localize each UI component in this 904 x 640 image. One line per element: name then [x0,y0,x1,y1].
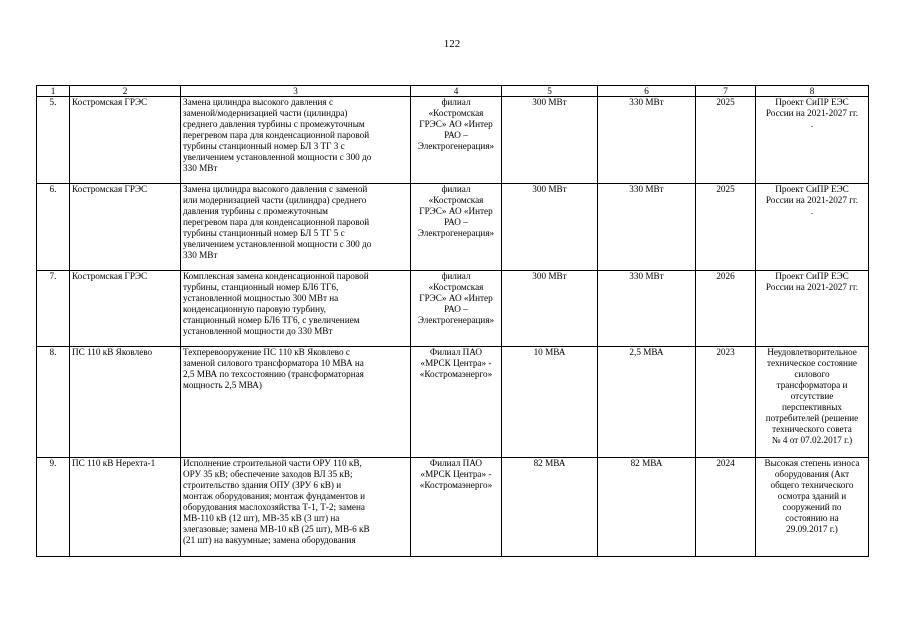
description-cell [181,458,411,557]
row-number-cell: 5. [37,97,70,184]
basis-text: Неудовлетворительное техническое состояние силового трансформатора и отсутствие перспективных потребителей (решение технического совета № 4 от 07.02.2017 г.) [765,347,859,445]
organization-cell [411,97,502,184]
description-cell [181,97,411,184]
column-number-header-row [37,86,869,97]
table-row [37,184,869,271]
description-cell [181,347,411,458]
column-header: 5 [502,86,598,97]
table-row [37,97,869,184]
row-number-cell: 9. [37,458,70,557]
power-before-cell: 300 МВт [502,97,598,184]
column-header: 4 [411,86,502,97]
organization-text: филиал «Костромская ГРЭС» АО «Интер РАО – Электрогенерация» [417,184,495,238]
basis-text: Проект СиПР ЕЭС России на 2021-2027 гг. [765,271,859,292]
power-before-cell: 300 МВт [502,271,598,347]
description-cell [181,184,411,271]
page-number: 122 [443,38,461,50]
basis-text: Проект СиПР ЕЭС России на 2021-2027 гг. . [765,97,859,129]
power-before-cell: 10 МВА [502,347,598,458]
power-after-cell: 2,5 МВА [598,347,696,458]
row-number-cell: 8. [37,347,70,458]
description-text: Техперевооружение ПС 110 кВ Яковлево с заменой силового трансформатора 10 МВА на 2,5 МВА по техсостоянию (трансформаторная мощность 2,5 МВА) [183,347,364,390]
table-row [37,347,869,458]
year-cell: 2026 [696,271,756,347]
year-cell: 2024 [696,458,756,557]
basis-cell [756,97,869,184]
year-cell: 2025 [696,184,756,271]
basis-text: Высокая степень износа оборудования (Акт общего технического осмотра зданий и сооружений по состоянию на 29.09.2017 г.) [764,458,860,534]
description-text: Исполнение строительной части ОРУ 110 кВ, ОРУ 35 кВ; обеспечение заходов ВЛ 35 кВ; строительство здания ОПУ (ЗРУ 6 кВ) и монтаж оборудования; монтаж фундаментов и оборудования маслохозяйства Т-1, Т-2; замена МВ-110 кВ (12 шт), МВ-35 кВ (3 шт) на элегазовые; замена МВ-10 кВ (25 шт), МВ-6 кВ (21 шт) на вакуумные; замена оборудования [183,458,370,545]
row-number-cell: 7. [37,271,70,347]
power-after-cell: 330 МВт [598,271,696,347]
organization-text: филиал «Костромская ГРЭС» АО «Интер РАО – Электрогенерация» [417,271,495,325]
column-header: 1 [37,86,70,97]
basis-cell [756,458,869,557]
table-row [37,458,869,557]
organization-cell [411,458,502,557]
power-after-cell: 330 МВт [598,97,696,184]
organization-text: филиал «Костромская ГРЭС» АО «Интер РАО – Электрогенерация» [417,97,495,151]
basis-cell [756,271,869,347]
object-name-cell: ПС 110 кВ Нерехта-1 [70,458,181,557]
object-name-cell: ПС 110 кВ Яковлево [70,347,181,458]
power-after-cell: 330 МВт [598,184,696,271]
object-name-cell: Костромская ГРЭС [70,97,181,184]
table-row [37,271,869,347]
basis-cell [756,184,869,271]
column-header: 6 [598,86,696,97]
investment-projects-table [36,85,869,557]
power-after-cell: 82 МВА [598,458,696,557]
power-before-cell: 82 МВА [502,458,598,557]
year-cell: 2023 [696,347,756,458]
organization-cell [411,347,502,458]
description-text: Замена цилиндра высокого давления с заменой/модернизацией части (цилиндра) среднего давления турбины с промежуточным перегревом пара для конденсационной паровой турбины станционный номер БЛ 3 ТГ 3 с увеличением установленной мощности с 300 до 330 МВт [183,97,372,173]
basis-text: Проект СиПР ЕЭС России на 2021-2027 гг. . [765,184,859,216]
object-name-cell: Костромская ГРЭС [70,271,181,347]
organization-cell [411,271,502,347]
column-header: 8 [756,86,869,97]
year-cell: 2025 [696,97,756,184]
row-number-cell: 6. [37,184,70,271]
description-cell [181,271,411,347]
organization-text: Филиал ПАО «МРСК Центра» - «Костромаэнерго» [419,458,493,490]
column-header: 2 [70,86,181,97]
description-text: Комплексная замена конденсационной паровой турбины, станционный номер БЛ6 ТГ6, установленной мощностью 300 МВт на конденсационную паровую турбину, станционный номер БЛ6 ТГ6, с увеличением установленной мощности до 330 МВт [183,271,369,336]
basis-cell [756,347,869,458]
description-text: Замена цилиндра высокого давления с заменой или модернизацией части (цилиндра) среднего давления турбины с промежуточным перегревом пара для конденсационной паровой турбины станционный номер БЛ 5 ТГ 5 с увеличением установленной мощности с 300 до 330 МВт [183,184,372,260]
column-header: 7 [696,86,756,97]
object-name-cell: Костромская ГРЭС [70,184,181,271]
organization-cell [411,184,502,271]
column-header: 3 [181,86,411,97]
power-before-cell: 300 МВт [502,184,598,271]
organization-text: Филиал ПАО «МРСК Центра» - «Костромаэнерго» [419,347,493,379]
